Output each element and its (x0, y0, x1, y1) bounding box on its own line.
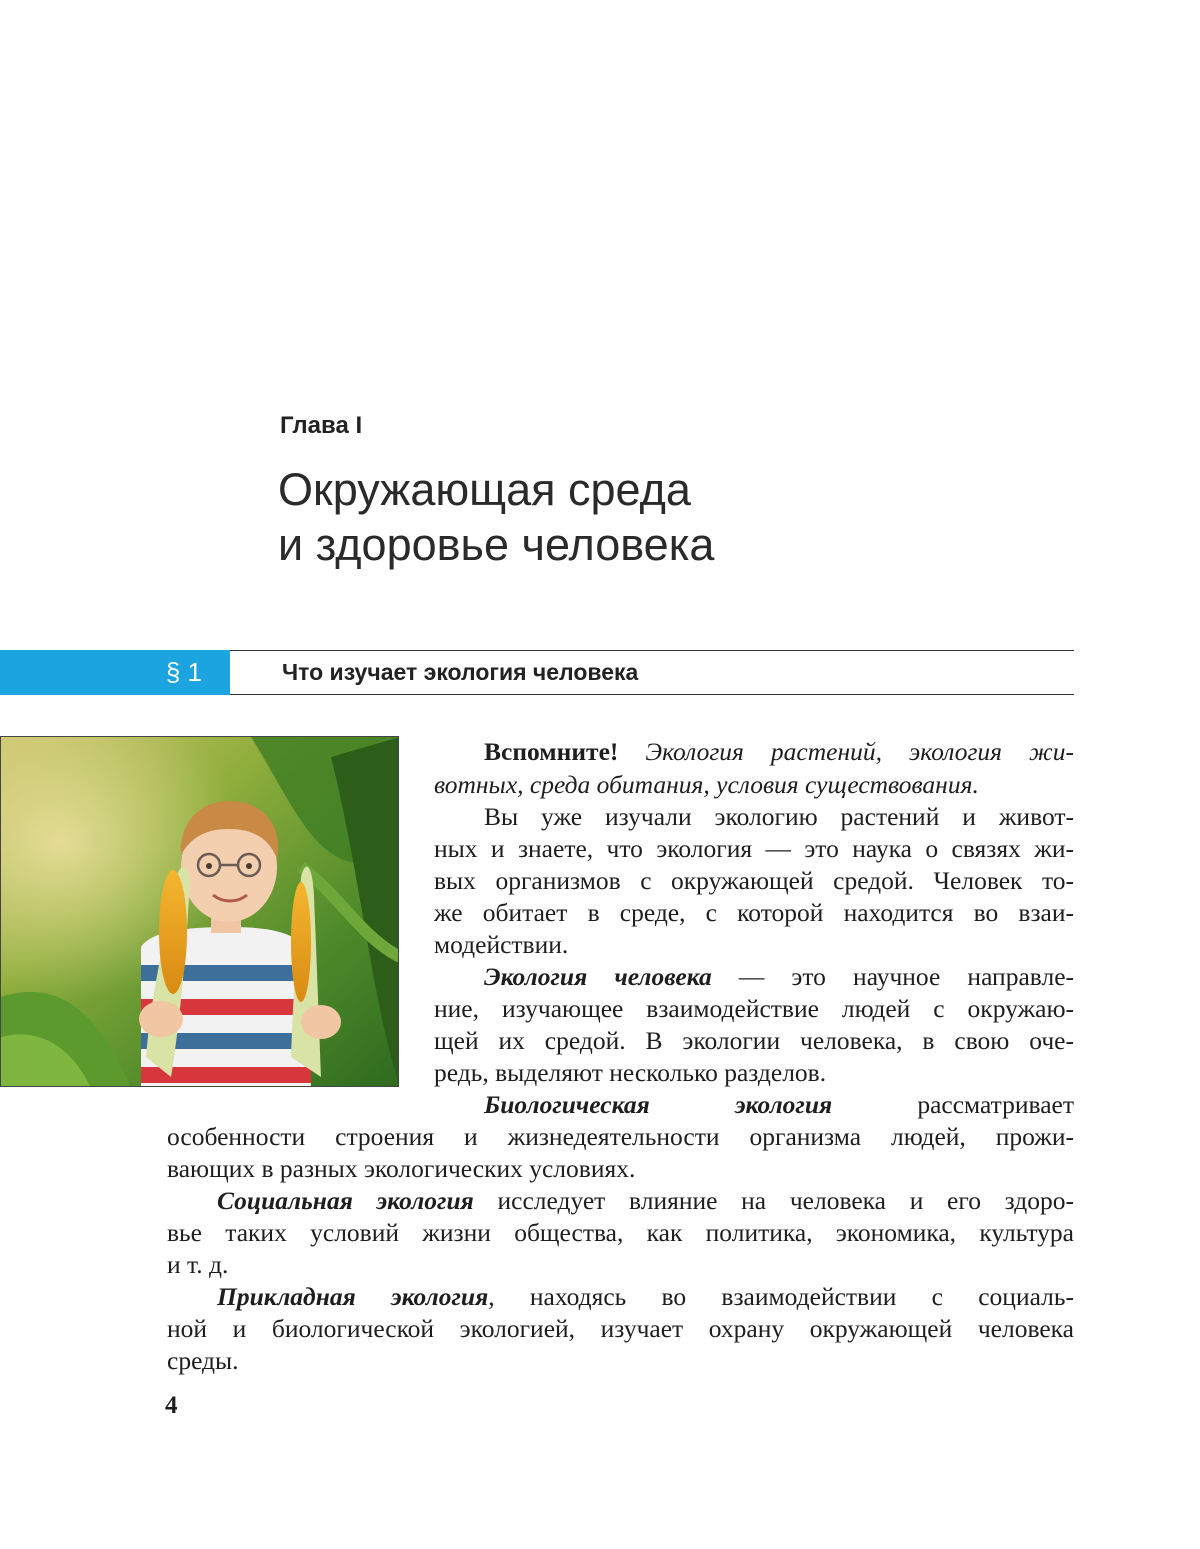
chapter-title-line: Окружающая среда (278, 464, 691, 515)
paragraph-line (217, 1185, 1074, 1217)
paragraph-line: вых организмов с окружающей средой. Человек то- (434, 866, 1074, 895)
definition-text: рассматривает (832, 1090, 1074, 1119)
term-applied-ecology: Прикладная экология (217, 1282, 489, 1311)
term-human-ecology: Экология человека (484, 962, 712, 991)
remember-topics: Экология растений, экология жи- (618, 737, 1074, 766)
paragraph-line: же обитает в среде, с которой находится во взаи- (434, 898, 1074, 927)
remember-label: Вспомните! (484, 737, 619, 766)
definition-text: исследует влияние на человека и его здоро- (473, 1186, 1074, 1215)
paragraph-line: ных и знаете, что экология — это наука о связях жи- (434, 834, 1074, 863)
boy-with-corn-photo (0, 736, 399, 1087)
paragraph-line: среды. (167, 1346, 239, 1375)
term-biological-ecology: Биологическая экология (484, 1090, 833, 1119)
paragraph-line: вотных, среда обитания, условия существования. (434, 770, 979, 799)
paragraph-line (484, 1089, 1074, 1121)
paragraph-line: вающих в разных экологических условиях. (167, 1154, 636, 1183)
paragraph-line: особенности строения и жизнедеятельности организма людей, прожи- (167, 1122, 1074, 1151)
section-title: Что изучает экология человека (282, 659, 639, 685)
paragraph-line (484, 961, 1074, 993)
paragraph-line (217, 1281, 1074, 1313)
chapter-title-line: и здоровье человека (278, 519, 715, 570)
paragraph-line: ние, изучающее взаимодействие людей с окружаю- (434, 994, 1074, 1023)
chapter-title (278, 462, 714, 572)
chapter-label: Глава I (280, 412, 363, 439)
paragraph-line: вье таких условий жизни общества, как политика, экономика, культура (167, 1218, 1074, 1247)
section-number-badge: § 1 (0, 650, 230, 695)
page-number: 4 (165, 1392, 178, 1419)
paragraph-line: ной и биологической экологией, изучает охрану окружающей человека (167, 1314, 1074, 1343)
definition-text: , находясь во взаимодействии с социаль- (488, 1282, 1074, 1311)
paragraph-line: и т. д. (167, 1250, 229, 1279)
paragraph-line: щей их средой. В экологии человека, в свою оче- (434, 1026, 1074, 1055)
paragraph-line: Вы уже изучали экологию растений и живот- (484, 802, 1074, 831)
paragraph-line: модействии. (434, 930, 569, 959)
term-social-ecology: Социальная экология (217, 1186, 474, 1215)
paragraph-line: редь, выделяют несколько разделов. (434, 1058, 827, 1087)
paragraph-line (484, 736, 1074, 768)
definition-text: — это научное направле- (711, 962, 1075, 991)
